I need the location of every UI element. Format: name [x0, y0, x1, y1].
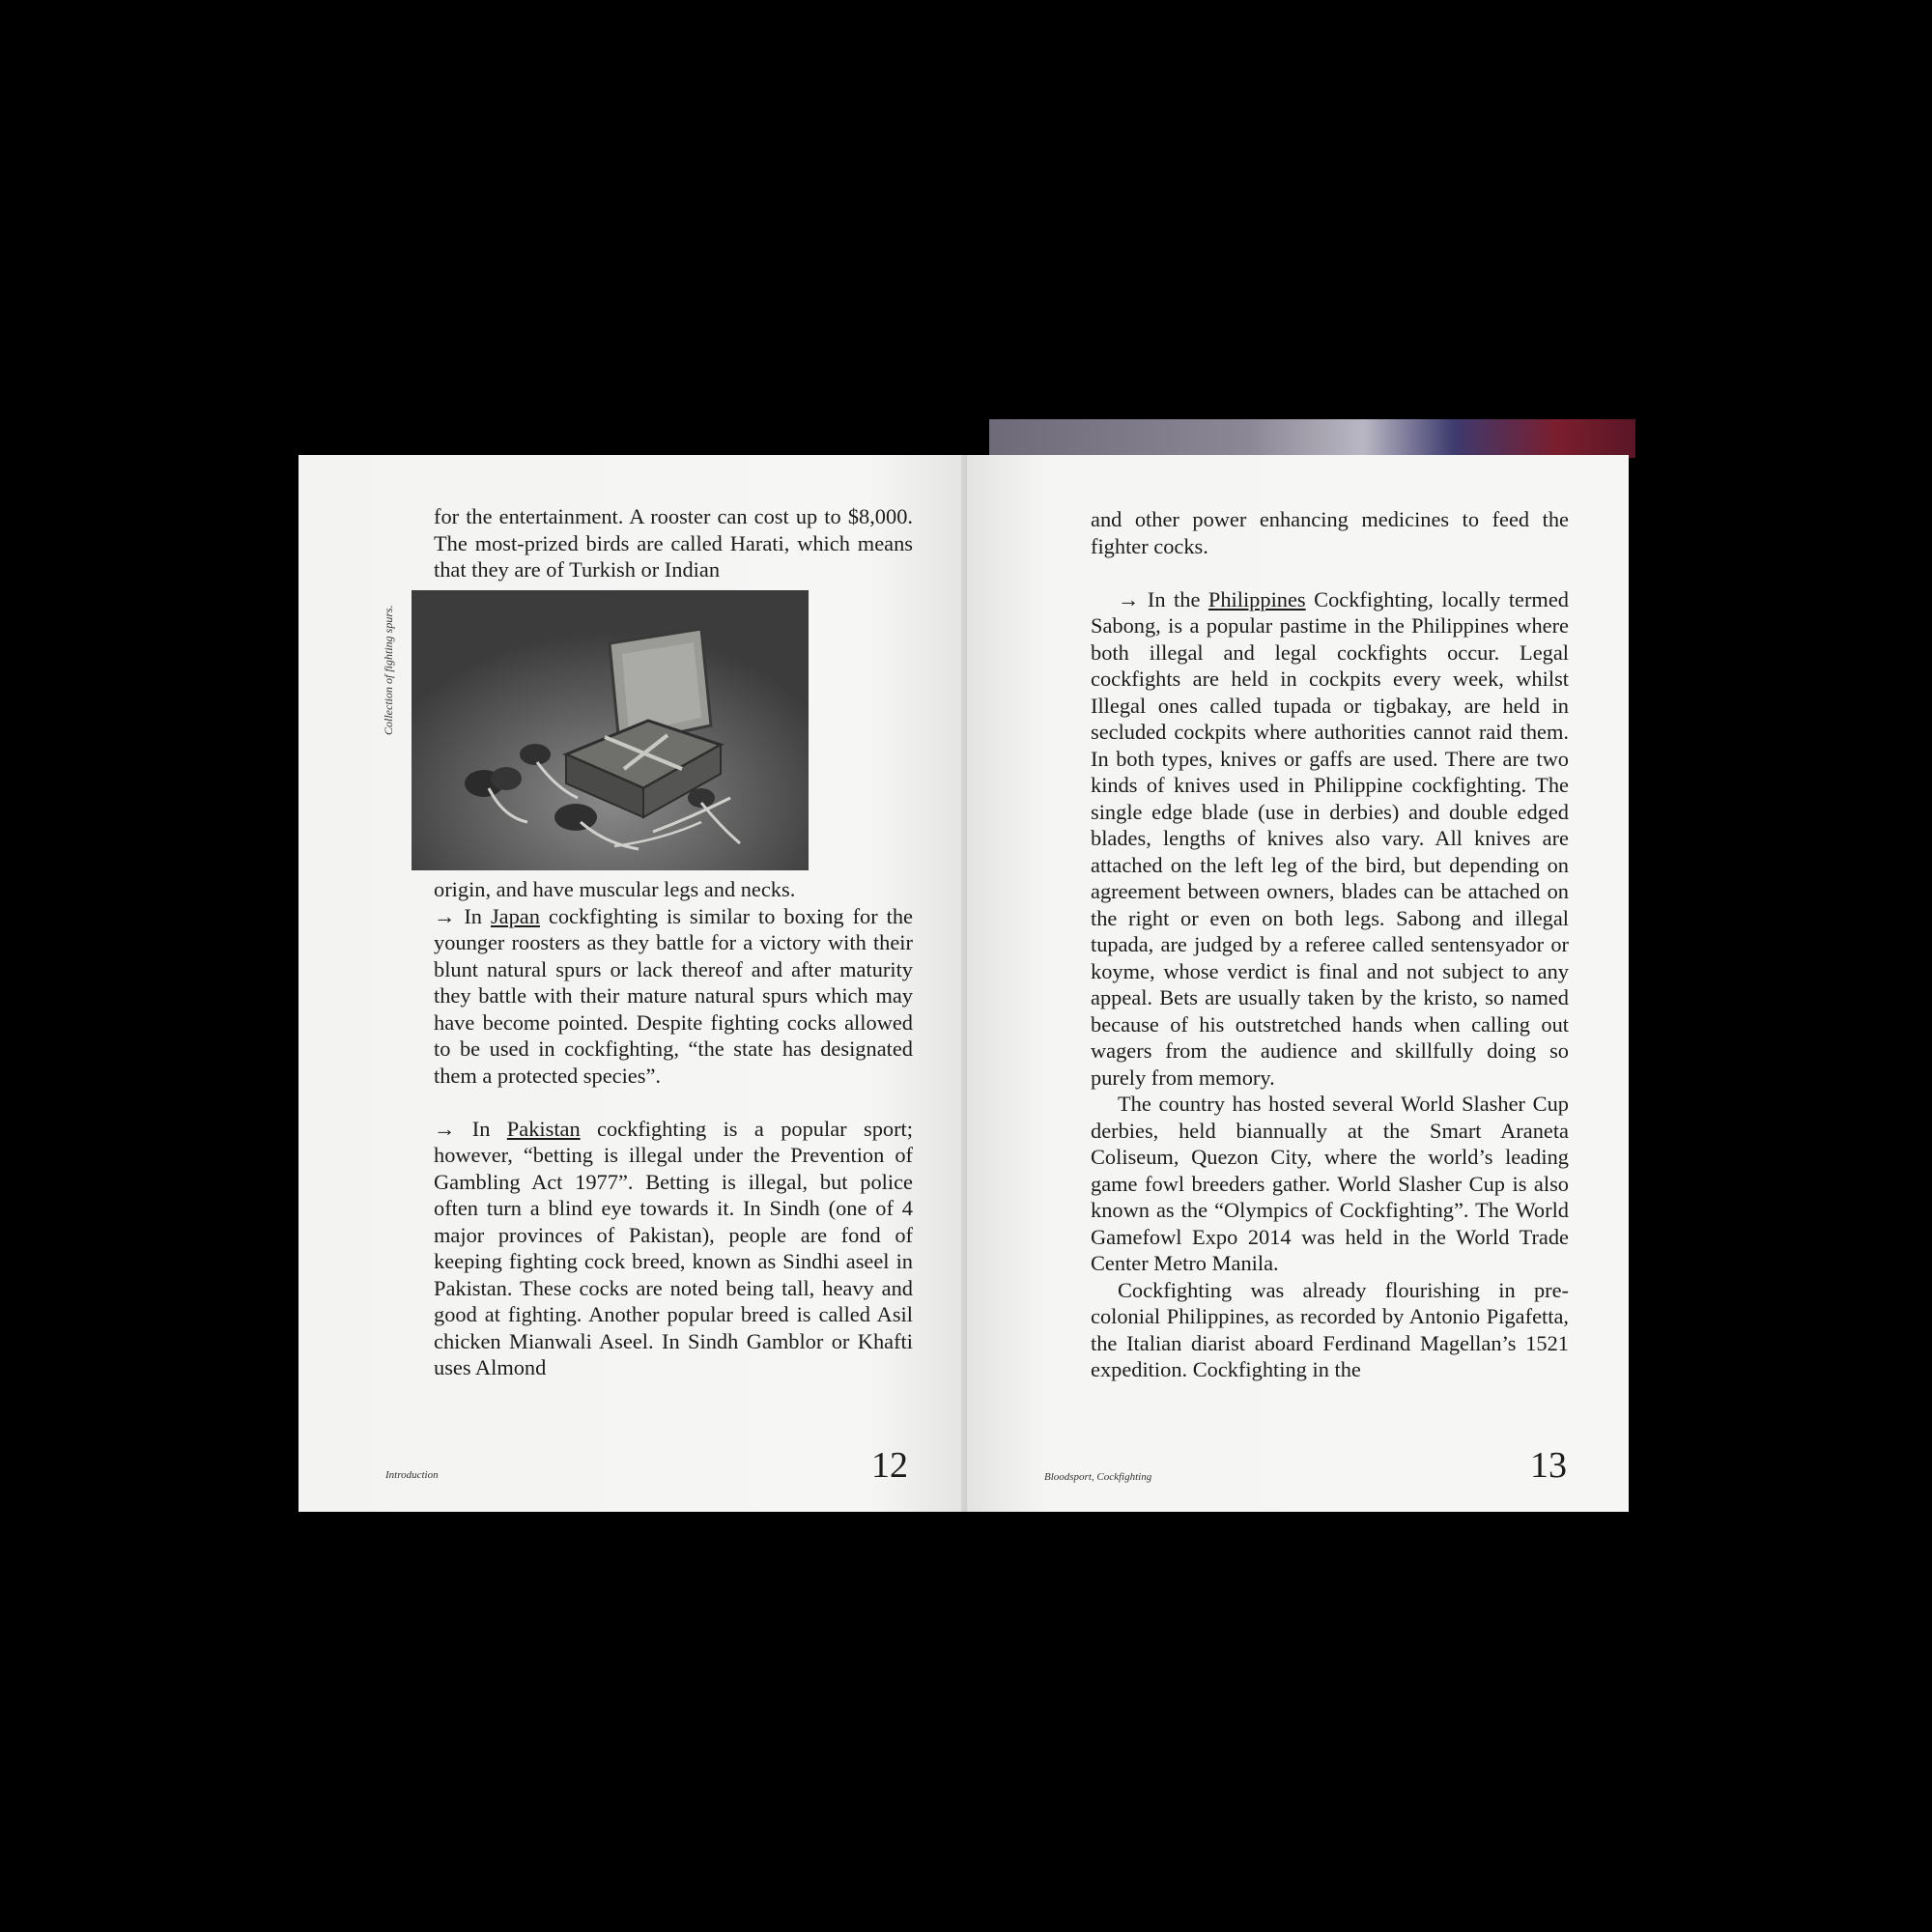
slasher-cup-paragraph: The country has hosted several World Slasher Cup derbies, held biannually at the Smart Araneta Coliseum, Quezon City, where the world’s leading game fowl breeders gather. World Slasher Cup is also known as the “Olympics of Cockfighting”. The World Gamefowl Expo 2014 was held in the World Trade Center Metro Manila. [1091, 1092, 1569, 1275]
left-page [298, 455, 967, 1512]
japan-prefix: → In [434, 903, 491, 928]
philippines-prefix: → In the [1118, 586, 1208, 611]
fighting-spurs-image [412, 590, 809, 870]
photo-caption: Collection of fighting spurs. [382, 605, 395, 735]
cover-edge [989, 419, 1635, 458]
left-page-number: 12 [871, 1445, 908, 1486]
pakistan-text: cockfighting is a popular sport; however, “betting is illegal under the Prevention of Gambling Act 1977”. Betting is illegal, but police often turn a blind eye towards it. In Sindh (one of 4 major provinces of Pakistan), people are fond of keeping fighting cock breed, known as Sindhi aseel in Pakistan. These cocks are noted being tall, heavy and good at fighting. Another popular breed is called Asil chicken Mianwali Aseel. In Sindh Gamblor or Khafti uses Almond [434, 1116, 913, 1379]
left-paragraph-2: origin, and have muscular legs and necks. [434, 877, 796, 901]
japan-paragraph [434, 903, 913, 1090]
left-text-top [434, 503, 913, 583]
right-paragraph-1: and other power enhancing medicines to feed the fighter cocks. [1091, 507, 1569, 558]
fighting-spurs-photo [412, 590, 809, 870]
right-page-number: 13 [1530, 1445, 1567, 1486]
japan-link[interactable]: Japan [490, 903, 540, 928]
right-page [967, 455, 1629, 1512]
pakistan-link[interactable]: Pakistan [506, 1116, 581, 1141]
philippines-text: Cockfighting, locally termed Sabong, is a popular pastime in the Philippines where both illegal and legal cockfights occur. Legal cockfights are held in cockpits every week, whilst Illegal ones called tupada or tigbakay, are held in secluded cockpits where authorities cannot raid them. In both types, knives or gaffs are used. There are two kinds of knives used in Philippine cockfighting. The single edge blade (use in derbies) and double edged blades, lengths of knives also vary. All knives are attached on the left leg of the bird, but depending on agreement between owners, blades can be attached on the right or even on both legs. Sabong and illegal tupada, are judged by a referee called sentensyador or koyme, whose verdict is final and not subject to any appeal. Bets are usually taken by the kristo, so named because of his outstretched hands when calling out wagers from the audience and skillfully doing so purely from memory. [1091, 586, 1569, 1090]
philippines-paragraph [1091, 586, 1569, 1092]
right-text-body [1091, 506, 1569, 1383]
left-running-footer: Introduction [385, 1469, 439, 1481]
pakistan-paragraph [434, 1116, 913, 1381]
left-paragraph-1: for the entertainment. A rooster can cost up to $8,000. The most-prized birds are called Harati, which means that they are of Turkish or Indian [434, 504, 913, 582]
japan-text: cockfighting is similar to boxing for the younger roosters as they battle for a victory with their blunt natural spurs or lack thereof and after maturity they battle with their mature natural spurs which may have become pointed. Despite fighting cocks allowed to be used in cockfighting, “the state has designated them a protected species”. [434, 903, 913, 1088]
right-running-footer: Bloodsport, Cockfighting [1044, 1471, 1152, 1483]
left-text-body [434, 876, 913, 1381]
philippines-link[interactable]: Philippines [1208, 586, 1306, 611]
pakistan-prefix: → In [434, 1116, 507, 1141]
pre-colonial-paragraph: Cockfighting was already flourishing in pre-colonial Philippines, as recorded by Antonio Pigafetta, the Italian diarist aboard Ferdinand Magellan’s 1521 expedition. Cockfighting in the [1091, 1277, 1569, 1381]
